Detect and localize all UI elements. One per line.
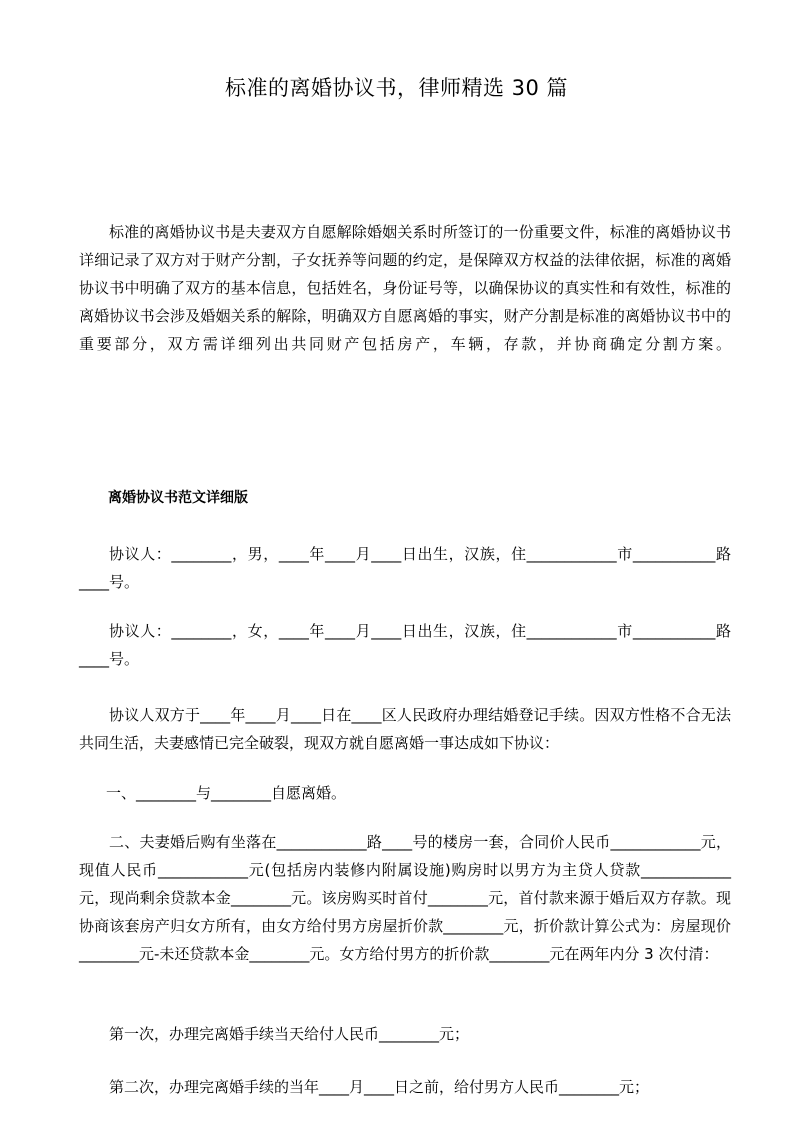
section-heading: 离婚协议书范文详细版 [108,490,248,506]
first-payment-paragraph: 第一次，办理完离婚手续当天给付人民币________元； [109,1025,470,1043]
second-payment-paragraph: 第二次，办理完离婚手续的当年____月____日之前，给付男方人民币________元； [109,1078,650,1096]
intro-paragraph: 标准的离婚协议书是夫妻双方自愿解除婚姻关系时所签订的一份重要文件，标准的离婚协议书详细记录了双方对于财产分割，子女抚养等问题的约定，是保障双方权益的法律依据，标准的离婚协议书中明确了双方的基本信息，包括姓名，身份证号等，以确保协议的真实性和有效性，标准的离婚协议书会涉及婚姻关系的解除，明确双方自愿离婚的事实，财产分割是标准的离婚协议书中的重要部分，双方需详细列出共同财产包括房产，车辆，存款，并协商确定分割方案。 [79,223,731,353]
party-male-paragraph: 协议人：________，男，____年____月____日出生，汉族，住____________市___________路____号。 [79,545,731,591]
document-title: 标准的离婚协议书，律师精选 30 篇 [224,76,569,100]
intro-section [79,218,731,358]
party-female-paragraph: 协议人：________，女，____年____月____日出生，汉族，住____________市___________路____号。 [79,622,731,668]
clause-two-paragraph: 二、夫妻婚后购有坐落在____________路____号的楼房一套，合同价人民币____________元，现值人民币____________元(包括房内装修内附属设施)购房时以男方为主贷人贷款____________元，现尚剩余贷款本金________元。该房购买时首付________元，首付款来源于婚后双方存款。现协商该套房产归女方所有，由女方给付男方房屋折价款________元，折价款计算公式为：房屋现价________元-未还贷款本金________元。女方给付男方的折价款________元在两年内分 3 次付清： [79,833,731,963]
clause-one-paragraph: 一、________与________自愿离婚。 [106,784,347,802]
marriage-registration-paragraph: 协议人双方于____年____月____日在____区人民政府办理结婚登记手续。因双方性格不合无法共同生活，夫妻感情已完全破裂，现双方就自愿离婚一事达成如下协议： [79,706,731,752]
